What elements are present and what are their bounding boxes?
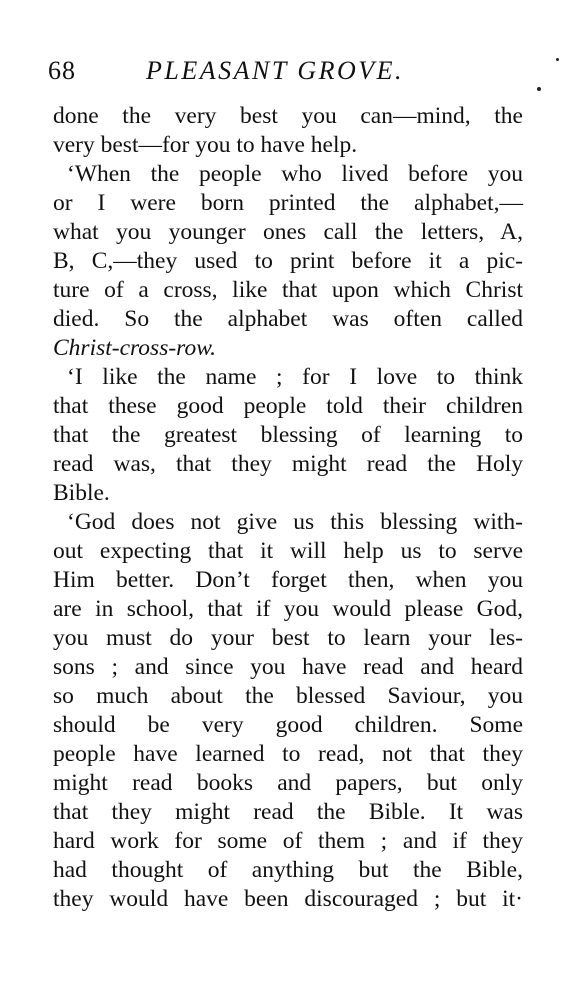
text-line: Bible. [53, 480, 110, 506]
page-number: 68 [48, 56, 76, 85]
text-line: done the very best you can—mind, the [53, 103, 523, 129]
text-line: are in school, that if you would please God, [53, 596, 523, 622]
text-line: people have learned to read, not that they [53, 741, 523, 767]
text-line: ture of a cross, like that upon which Christ [53, 277, 523, 303]
text-line: should be very good children. Some [53, 712, 523, 738]
text-line: that they might read the Bible. It was [53, 799, 523, 825]
text-line: read was, that they might read the Holy [53, 451, 523, 477]
text-line: so much about the blessed Saviour, you [53, 683, 523, 709]
text-line: hard work for some of them ; and if they [53, 828, 523, 854]
running-title: PLEASANT GROVE. [146, 56, 405, 85]
text-line: what you younger ones call the letters, A, [53, 219, 523, 245]
text-line: ‘I like the name ; for I love to think [67, 364, 523, 390]
text-line: they would have been discouraged ; but it· [53, 886, 523, 912]
text-line: that these good people told their children [53, 393, 523, 419]
running-header [48, 56, 518, 90]
text-line: out expecting that it will help us to serve [53, 538, 523, 564]
text-line: very best—for you to have help. [53, 132, 358, 158]
text-line: died. So the alphabet was often called [53, 306, 523, 332]
text-line: had thought of anything but the Bible, [53, 857, 523, 883]
text-line: or I were born printed the alphabet,— [53, 190, 523, 216]
print-speck [556, 58, 559, 61]
text-line-italic: Christ-cross-row. [53, 335, 216, 361]
print-speck [537, 87, 541, 91]
text-line: might read books and papers, but only [53, 770, 523, 796]
text-line: ‘God does not give us this blessing with- [67, 509, 523, 535]
text-line: that the greatest blessing of learning to [53, 422, 523, 448]
text-line: you must do your best to learn your les- [53, 625, 523, 651]
text-line: ‘When the people who lived before you [67, 161, 523, 187]
text-line: B, C,—they used to print before it a pic- [53, 248, 523, 274]
body-text [53, 102, 523, 914]
text-line: Him better. Don’t forget then, when you [53, 567, 523, 593]
text-line: sons ; and since you have read and heard [53, 654, 523, 680]
